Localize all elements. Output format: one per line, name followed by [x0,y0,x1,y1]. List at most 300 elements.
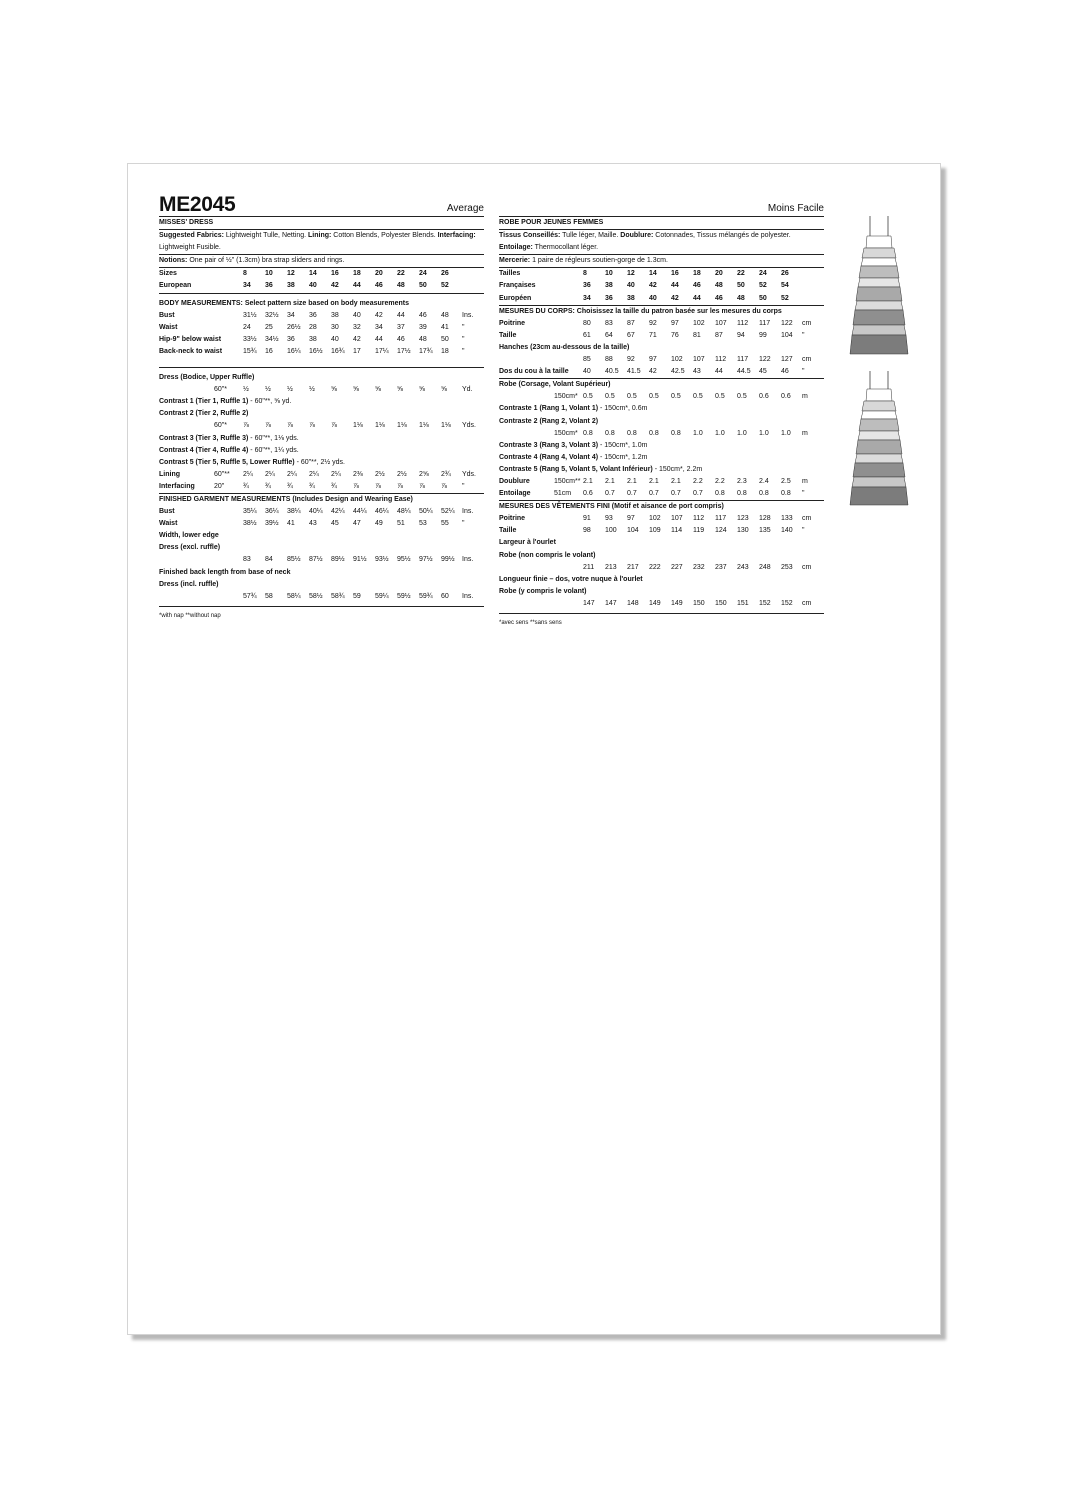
row-label: Dos du cou à la taille [499,368,569,376]
line-label: Contraste 5 (Rang 5, Volant 5, Volant Inférieur) [499,465,653,473]
table-cell: 34 [583,294,591,302]
unit-label: " [802,368,805,376]
table-cell: 91 [583,515,591,523]
table-row [159,384,484,396]
fabric-width: 150cm* [554,393,578,401]
table-cell: 50 [441,335,449,343]
line-text: - 150cm*, 0.6m [598,405,648,413]
table-cell: 60 [441,592,449,600]
table-cell: 112 [715,356,727,364]
line-text: - 150cm*, 2.2m [652,465,703,473]
table-cell: 10 [605,270,613,278]
table-cell: 2⅝ [419,470,429,478]
table-row [499,293,824,305]
table-cell: 14 [309,270,317,278]
table-cell: ⅞ [397,482,403,490]
table-cell: 26 [781,270,789,278]
unit-label: " [802,331,805,339]
table-cell: ⅞ [331,422,337,430]
table-cell: 44 [397,311,405,319]
table-cell: 40 [583,368,591,376]
table-row [159,322,484,334]
table-cell: 2¼ [309,470,319,478]
table-cell: 58 [265,592,273,600]
table-cell: 52¼ [441,508,455,516]
table-row [159,420,484,432]
table-cell: 217 [627,563,639,571]
table-cell: 12 [627,270,635,278]
table-cell: 53 [419,520,427,528]
table-cell: 81 [693,331,701,339]
table-cell: ⅞ [243,422,249,430]
row-label: Taille [499,527,517,535]
table-cell: 93 [605,515,613,523]
table-cell: 91½ [353,556,367,564]
table-cell: 107 [671,515,683,523]
table-cell: 58¼ [287,592,301,600]
table-cell: 42 [671,294,679,302]
table-cell: 0.5 [693,393,703,401]
table-cell: 2.1 [671,477,681,485]
yardage-line [499,440,824,452]
table-cell: 2.5 [781,477,791,485]
unit-label: Ins. [462,508,474,516]
table-cell: 0.5 [737,393,747,401]
unit-label: " [462,335,465,343]
table-cell: 10 [265,270,273,278]
table-cell: 52 [781,294,789,302]
table-cell: 2¼ [243,470,253,478]
table-row [159,268,484,280]
table-cell: 50 [419,282,427,290]
yardage-line [159,433,484,445]
table-cell: 119 [693,527,705,535]
table-cell: 2¼ [331,470,341,478]
table-cell: 24 [419,270,427,278]
table-cell: 18 [353,270,361,278]
table-cell: 232 [693,563,705,571]
table-cell: 38 [287,282,295,290]
table-cell: 0.8 [605,429,615,437]
table-row [159,591,484,603]
table-cell: 64 [605,331,613,339]
body-measurements-table-en [159,310,484,368]
table-cell: 87½ [309,556,323,564]
row-label: Interfacing [159,482,195,490]
body-measurements-table-fr [499,318,824,379]
table-cell: ½ [243,386,249,394]
table-cell: 112 [737,319,749,327]
table-cell: 2¼ [287,470,297,478]
table-cell: 50 [737,282,745,290]
table-cell: 46 [715,294,723,302]
line-text: - 150cm*, 1.2m [598,453,648,461]
table-cell: 71 [649,331,657,339]
table-cell: 43 [693,368,701,376]
table-cell: 128 [759,515,771,523]
notions-text: One pair of ½" (1.3cm) bra strap sliders and rings. [187,257,345,265]
garment-title-fr: ROBE POUR JEUNES FEMMES [499,217,824,230]
row-label: Poitrine [499,515,526,523]
table-cell: 25 [265,323,273,331]
table-cell: 44 [353,282,361,290]
table-cell: 46¼ [375,508,389,516]
table-row [499,391,824,403]
table-cell: 38½ [243,520,257,528]
table-cell: ⅞ [441,482,447,490]
lining-label: Doublure: [620,232,654,240]
table-cell: 39 [419,323,427,331]
table-cell: 0.7 [693,490,703,498]
table-cell: ⅞ [419,482,425,490]
row-label: Back-neck to waist [159,347,223,355]
subheading: Hanches (23cm au-dessous de la taille) [499,343,630,351]
dress-front-illustration [848,214,910,364]
table-cell: 102 [693,319,705,327]
unit-label: m [802,393,808,401]
fabrics-label: Suggested Fabrics: [159,232,224,240]
subheading: Dress (incl. ruffle) [159,580,219,588]
table-cell: 2⅜ [353,470,363,478]
subheading: Longueur finie – dos, votre nuque à l'ourlet [499,575,643,583]
table-cell: ⅝ [441,386,447,394]
table-cell: 61 [583,331,591,339]
unit-label: cm [802,599,812,607]
table-cell: 0.7 [627,490,637,498]
table-cell: 43 [309,520,317,528]
notions-label: Notions: [159,257,188,265]
table-cell: 22 [397,270,405,278]
table-cell: 117 [715,515,727,523]
table-cell: 0.5 [649,393,659,401]
table-cell: 0.5 [605,393,615,401]
table-cell: 148 [627,599,639,607]
table-cell: 40 [309,282,317,290]
row-label: Waist [159,520,178,528]
table-cell: 17 [353,347,361,355]
table-cell: 2.1 [649,477,659,485]
table-cell: 112 [693,515,705,523]
table-cell: ⅝ [353,386,359,394]
subheading: Contrast 2 (Tier 2, Ruffle 2) [159,410,249,418]
table-cell: 44 [715,368,723,376]
table-cell: 102 [671,356,683,364]
suggested-fabrics-fr [499,230,824,255]
table-cell: 2.4 [759,477,769,485]
table-cell: 2½ [397,470,407,478]
table-cell: 0.7 [605,490,615,498]
table-cell: 40 [331,335,339,343]
table-cell: 36 [309,311,317,319]
table-cell: 48 [419,335,427,343]
table-cell: 0.5 [715,393,725,401]
subheading: Contraste 2 (Rang 2, Volant 2) [499,417,599,425]
table-cell: 123 [737,515,749,523]
table-cell: 42 [331,282,339,290]
table-cell: 87 [715,331,723,339]
table-cell: 15¾ [243,347,257,355]
difficulty-level-fr: Moins Facile [767,203,824,214]
table-cell: 99½ [441,556,455,564]
table-row [159,310,484,322]
table-cell: 0.6 [583,490,593,498]
table-row [499,318,824,330]
table-cell: 243 [737,563,749,571]
notions-text: 1 paire de régleurs soutien-gorge de 1.3cm. [530,257,668,265]
table-cell: 42 [375,311,383,319]
table-cell: 46 [397,335,405,343]
table-cell: 58½ [309,592,323,600]
table-cell: 39½ [265,520,279,528]
table-cell: 107 [693,356,705,364]
table-cell: 16¼ [287,347,301,355]
table-cell: 34 [243,282,251,290]
table-cell: 150 [693,599,705,607]
table-cell: 58¾ [331,592,345,600]
table-cell: 1.0 [781,429,791,437]
line-label: Contrast 4 (Tier 4, Ruffle 4) [159,446,249,454]
table-cell: 248 [759,563,771,571]
fabric-width: 20" [214,482,225,490]
table-cell: 16 [265,347,273,355]
table-cell: 1.0 [715,429,725,437]
line-label: Contrast 1 (Tier 1, Ruffle 1) [159,398,249,406]
yardage-table-en [159,372,484,494]
table-cell: 16½ [309,347,323,355]
subheading: Width, lower edge [159,532,219,540]
table-cell: 2½ [375,470,385,478]
table-cell: 80 [583,319,591,327]
table-cell: 40 [649,294,657,302]
pattern-code: ME2045 [159,193,236,216]
unit-label: " [462,347,465,355]
body-measurements-title-fr: MESURES DU CORPS: Choisissez la taille du patron basée sur les mesures du corps [499,307,782,315]
table-cell: ⅝ [397,386,403,394]
table-cell: 18 [441,347,449,355]
notions-en [159,255,484,268]
unit-label: " [802,527,805,535]
yardage-line [499,464,824,476]
table-cell: 114 [671,527,683,535]
line-label: Contraste 4 (Rang 4, Volant 4) [499,453,599,461]
table-cell: 8 [583,270,587,278]
row-label: Lining [159,470,180,478]
lining-label: Lining: [308,232,332,240]
table-cell: 30 [331,323,339,331]
table-cell: ¾ [287,482,293,490]
fabric-width: 51cm [554,490,572,498]
table-cell: 16 [331,270,339,278]
table-cell: 46 [781,368,789,376]
table-cell: ¾ [331,482,337,490]
table-cell: 0.5 [583,393,593,401]
table-cell: 42 [353,335,361,343]
table-row [499,562,824,574]
table-cell: 0.8 [737,490,747,498]
dress-back-illustration [848,369,910,514]
unit-label: Yd. [462,386,473,394]
table-cell: 17½ [397,347,411,355]
table-cell: 44.5 [737,368,751,376]
table-cell: ⅞ [265,422,271,430]
table-cell: 24 [243,323,251,331]
finished-measurements-title-en: FINISHED GARMENT MEASUREMENTS (Includes Design and Wearing Ease) [159,495,413,503]
table-cell: 48 [441,311,449,319]
table-cell: 22 [737,270,745,278]
fabric-width: 150cm* [554,429,578,437]
table-row [499,476,824,488]
table-cell: 124 [715,527,727,535]
table-cell: 85½ [287,556,301,564]
table-cell: 2.2 [693,477,703,485]
table-cell: 253 [781,563,793,571]
table-cell: 104 [781,331,793,339]
suggested-fabrics-en [159,230,484,255]
table-cell: 211 [583,563,595,571]
row-label: Waist [159,323,178,331]
table-cell: ¾ [265,482,271,490]
fabric-width: 150cm** [554,477,581,485]
table-cell: 46 [693,282,701,290]
table-cell: 52 [441,282,449,290]
table-cell: 104 [627,527,639,535]
row-label: Taille [499,331,517,339]
table-cell: 38 [331,311,339,319]
table-cell: 32½ [265,311,279,319]
table-cell: 26½ [287,323,301,331]
table-cell: 151 [737,599,749,607]
unit-label: " [462,520,465,528]
table-cell: 48 [715,282,723,290]
table-cell: 8 [243,270,247,278]
table-cell: 45 [759,368,767,376]
yardage-line [159,445,484,457]
table-cell: 49 [375,520,383,528]
subheading: Largeur à l'ourlet [499,539,556,547]
sizes-table-fr [499,268,824,305]
table-cell: 59½ [397,592,411,600]
table-row [499,280,824,292]
table-cell: 67 [627,331,635,339]
header-fr [499,194,824,217]
table-cell: ¾ [309,482,315,490]
garment-title-en: MISSES' DRESS [159,217,484,230]
table-cell: 18 [693,270,701,278]
line-text: - 60"**, 1¼ yds. [248,446,299,454]
table-cell: 2¼ [265,470,275,478]
table-cell: 0.8 [715,490,725,498]
table-cell: ½ [309,386,315,394]
table-cell: 0.5 [671,393,681,401]
table-cell: 0.7 [671,490,681,498]
table-cell: 46 [419,311,427,319]
row-label: European [159,282,192,290]
table-cell: 0.6 [759,393,769,401]
table-cell: 36 [287,335,295,343]
subheading: Robe (non compris le volant) [499,551,596,559]
table-cell: 28 [309,323,317,331]
table-cell: 2.2 [715,477,725,485]
table-cell: 94 [737,331,745,339]
table-cell: 122 [759,356,771,364]
table-cell: 41 [287,520,295,528]
table-cell: 41 [441,323,449,331]
fabrics-text: Tulle léger, Maille. [560,232,621,240]
finished-measurements-title-fr: MESURES DES VÊTEMENTS FINI (Motif et aisance de port compris) [499,503,724,511]
table-cell: 34 [375,323,383,331]
subheading: Robe (y compris le volant) [499,587,587,595]
table-cell: 41.5 [627,368,641,376]
row-label: Européen [499,294,532,302]
unit-label: m [802,429,808,437]
table-cell: 47 [353,520,361,528]
table-cell: 38 [605,282,613,290]
table-cell: 0.7 [649,490,659,498]
row-label: Bust [159,311,175,319]
table-cell: 33½ [243,335,257,343]
table-cell: ⅞ [353,482,359,490]
yardage-table-fr [499,379,824,501]
table-cell: 37 [397,323,405,331]
subheading: Dress (excl. ruffle) [159,544,221,552]
table-row [499,488,824,500]
table-row [159,518,484,530]
table-cell: 122 [781,319,793,327]
table-cell: 16¾ [331,347,345,355]
table-cell: 1⅛ [419,422,429,430]
notions-label: Mercerie: [499,257,531,265]
table-cell: 117 [759,319,771,327]
table-cell: ¾ [243,482,249,490]
table-cell: 135 [759,527,771,535]
table-cell: 36 [605,294,613,302]
table-cell: 51 [397,520,405,528]
table-cell: 1.0 [693,429,703,437]
table-cell: 0.8 [759,490,769,498]
table-cell: ⅞ [309,422,315,430]
table-cell: 100 [605,527,617,535]
table-cell: ⅞ [287,422,293,430]
table-cell: 34 [287,311,295,319]
table-cell: 133 [781,515,793,523]
table-cell: 0.8 [671,429,681,437]
table-cell: 117 [737,356,749,364]
table-cell: 52 [759,282,767,290]
table-cell: 95½ [397,556,411,564]
subheading: Dress (Bodice, Upper Ruffle) [159,374,255,382]
table-cell: 2.3 [737,477,747,485]
lining-text: Cotton Blends, Polyester Blends. [331,232,438,240]
table-cell: 20 [715,270,723,278]
table-cell: 42¼ [331,508,345,516]
table-cell: 1⅛ [441,422,451,430]
table-cell: ⅞ [375,482,381,490]
yardage-line [499,452,824,464]
interfacing-label: Entoilage: [499,244,533,252]
body-measurements-title-en: BODY MEASUREMENTS: Select pattern size based on body measurements [159,299,409,307]
interfacing-text: Thermocollant léger. [532,244,599,252]
table-cell: 222 [649,563,661,571]
table-cell: 1⅛ [353,422,363,430]
table-cell: 88 [605,356,613,364]
table-row [499,268,824,280]
row-label: Bust [159,508,175,516]
table-cell: 97 [627,515,635,523]
table-cell: 24 [759,270,767,278]
table-cell: 0.8 [781,490,791,498]
table-cell: ⅝ [375,386,381,394]
english-column [159,194,484,622]
